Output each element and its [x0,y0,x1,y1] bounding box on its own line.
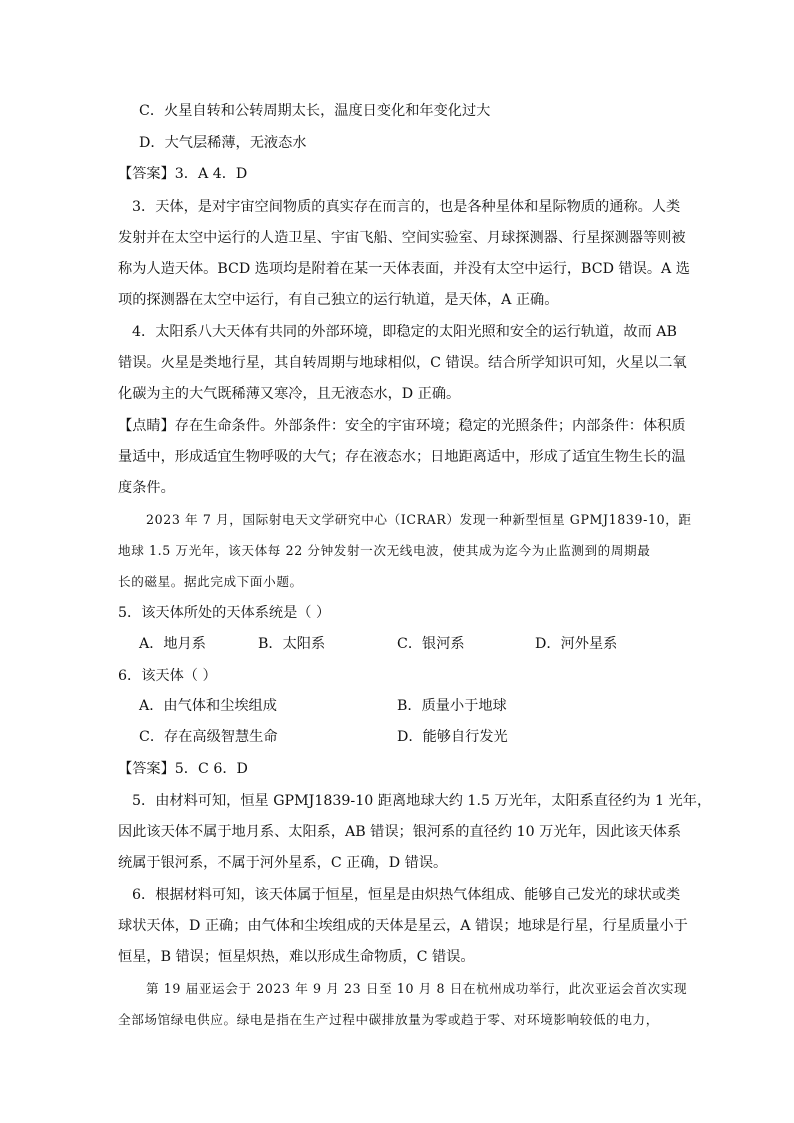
material-line: 2023 年 7 月，国际射电天文学研究中心（ICRAR）发现一种新型恒星 GPMJ1839-10，距 [146,512,692,527]
option-d: D．大气层稀薄，无液态水 [139,135,307,151]
question-6-stem: 6．该天体（ ） [118,668,217,684]
tips-line: 【点睛】存在生命条件。外部条件：安全的宇宙环境；稳定的光照条件；内部条件：体积质 [118,418,686,434]
explain-5-line: 5．由材料可知，恒星 GPMJ1839-10 距离地球大约 1.5 万光年，太阳系直径约为 1 光年， [132,793,712,809]
explain-6-line: 球状天体，D 正确；由气体和尘埃组成的天体是星云，A 错误；地球是行星，行星质量小于 [118,918,688,934]
answer-3-4: 【答案】3．A 4．D [118,166,248,182]
q5-option-c: C．银河系 [397,636,465,652]
option-c: C．火星自转和公转周期太长，温度日变化和年变化过大 [139,103,491,119]
explain-3-line: 发射并在太空中运行的人造卫星、宇宙飞船、空间实验室、月球探测器、行星探测器等则被 [118,230,686,246]
q6-option-a: A．由气体和尘埃组成 [139,698,277,714]
q5-option-b: B．太阳系 [258,636,326,652]
explain-3-line: 项的探测器在太空中运行，有自己独立的运行轨道，是天体，A 正确。 [118,292,559,308]
explain-3-line: 称为人造天体。BCD 选项均是附着在某一天体表面，并没有太空中运行，BCD 错误。A 选 [118,261,690,277]
material-line: 第 19 届亚运会于 2023 年 9 月 23 日至 10 月 8 日在杭州成功举行，此次亚运会首次实现 [146,981,688,996]
tips-line: 量适中，形成适宜生物呼吸的大气；存在液态水；日地距离适中，形成了适宜生物生长的温 [118,449,686,465]
q6-option-c: C．存在高级智慧生命 [139,729,278,745]
q5-option-a: A．地月系 [139,636,206,652]
explain-4-line: 错误。火星是类地行星，其自转周期与地球相似，C 错误。结合所学知识可知，火星以二氧 [118,355,687,371]
q6-option-d: D．能够自行发光 [397,729,508,745]
explain-3-line: 3．天体，是对宇宙空间物质的真实存在而言的，也是各种星体和星际物质的通称。人类 [132,199,681,215]
explain-6-line: 6．根据材料可知，该天体属于恒星，恒星是由炽热气体组成、能够自己发光的球状或类 [132,887,681,903]
material-line: 地球 1.5 万光年，该天体每 22 分钟发射一次无线电波，使其成为迄今为止监测到的周期最 [118,543,651,558]
explain-5-line: 统属于银河系，不属于河外星系，C 正确，D 错误。 [118,855,448,871]
explain-6-line: 恒星，B 错误；恒星炽热，难以形成生命物质，C 错误。 [118,949,475,965]
explain-4-line: 4．太阳系八大天体有共同的外部环境，即稳定的太阳光照和安全的运行轨道，故而 AB [132,324,677,340]
explain-4-line: 化碳为主的大气既稀薄又寒冷，且无液态水，D 正确。 [118,386,461,402]
material-line: 全部场馆绿电供应。绿电是指在生产过程中碳排放量为零或趋于零、对环境影响较低的电力， [118,1012,659,1027]
tips-line: 度条件。 [118,480,175,496]
material-line: 长的磁星。据此完成下面小题。 [118,574,303,589]
answer-5-6: 【答案】5．C 6．D [118,761,248,777]
q6-option-b: B．质量小于地球 [397,698,507,714]
question-5-stem: 5．该天体所处的天体系统是（ ） [118,605,331,621]
q5-option-d: D．河外星系 [535,636,618,652]
explain-5-line: 因此该天体不属于地月系、太阳系，AB 错误；银河系的直径约 10 万光年，因此该天体系 [118,824,682,840]
